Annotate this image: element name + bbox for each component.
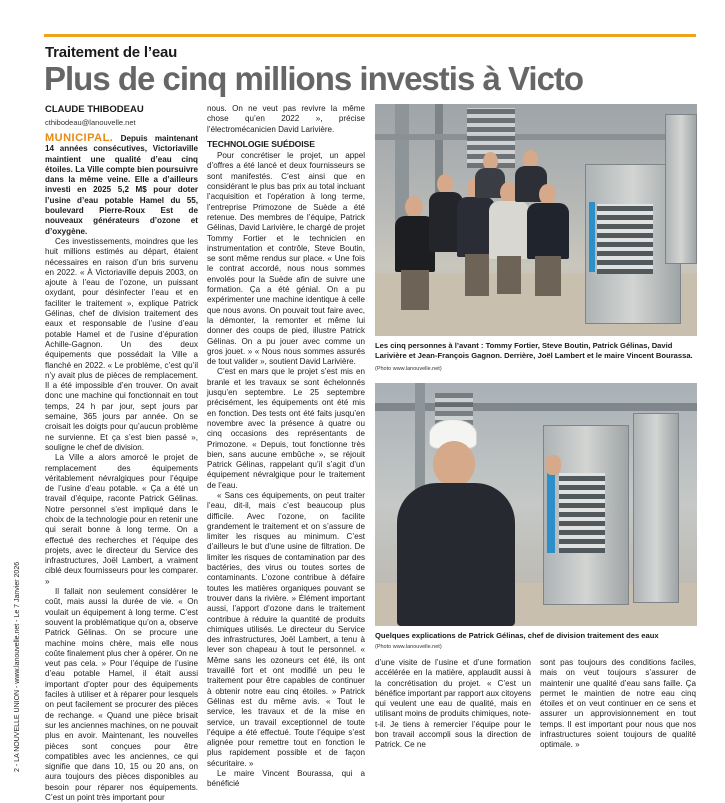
equipment-cabinet	[633, 413, 679, 603]
person-head	[433, 441, 475, 487]
person-head	[539, 184, 556, 205]
body-paragraph: d’une visite de l’usine et d’une formation accélérée en la matière, applaudit aussi à la concrétisation du projet. « C’est un bénéfice important par rapport aux citoyens qui veulent une eau de qualité, mais en utilisant moins de produits chimiques, note-t-il. Je tiens à remercier l’équipe pour le bon travail accompli sous la direction de Patrick. Ce ne	[375, 658, 531, 750]
author-byline: CLAUDE THIBODEAU	[45, 104, 144, 115]
body-paragraph: C’est en mars que le projet s’est mis en branle et les travaux se sont échelonnés jusqu’en septembre. Le 25 septembre précisément, les équipements ont été mis en fonction. Des tests ont été faits jusqu’en novembre avec la présence à quatre ou cinq occasions des représentants de Primozone. « Depuis, tout fonctionne très bien, sans aucune embûche », se réjouit Patrick Gélinas, rappelant qu’il s’agit d’un équipement névralgique pour le traitement de l’eau.	[207, 367, 365, 490]
generator-panel	[597, 204, 653, 274]
page-folio-vertical: 2 - LA NOUVELLE UNION - www.lanouvelle.net - Le 7 Janvier 2026	[14, 561, 21, 772]
body-paragraph: Ces investissements, moindres que les huit millions estimés au départ, étaient nécessaires en raison d’un bris survenu en 2022. « À Victoriaville depuis 2003, on ajoute à l’eau de l’ozone, un puissant oxydant, pour désinfecter l’eau et en faciliter le traitement », explique Patrick Gélinas, chef de division traitement des eaux et responsable de l’usine d’eau potable Hamel et de l’usine d’épuration Achille-Gagnon. Un des deux équipements que possédait la Ville a flanché en 2022. « Le problème, c’est qu’il n’y avait plus de pièces de remplacement. Il a été impossible d’en trouver. On avait donc une machine qui fonctionnait en tout temps, 24 h par jour, sept jours par semaine, 365 jours par année. On se croisait les doigts pour qu’aucun problème ne survienne. Et ça s’est bien passé », souligne le chef de division.	[45, 236, 198, 452]
article-column-1	[45, 132, 199, 802]
person-body	[397, 483, 515, 626]
photo-caption: Les cinq personnes à l’avant : Tommy Fortier, Steve Boutin, Patrick Gélinas, David Larivière et Jean-François Gagnon. Derrière, Joël Lambert et le maire Vincent Bourassa.	[375, 341, 693, 360]
author-email[interactable]: cthibodeau@lanouvelle.net	[45, 118, 136, 127]
article-column-4	[540, 658, 696, 772]
article-column-2	[207, 104, 365, 789]
person-body	[527, 203, 569, 259]
person-legs	[535, 256, 561, 296]
section-kicker: Traitement de l’eau	[45, 44, 178, 61]
article-headline: Plus de cinq millions investis à Victo	[44, 60, 584, 97]
body-paragraph: Il fallait non seulement considérer le coût, mais aussi la durée de vie. « On voulait un équipement à long terme. C’est souvent la problématique qu’on a, observe Patrick Gélinas. On se procure une machine moins chère, mais elle nous coûte finalement plus cher à opérer. On ne veut pas cela. » Pour l’équipe de l’usine d’eau potable Hamel, il était aussi important d’opter pour des équipements faciles à utiliser et à réparer pour lesquels on peut facilement se procurer des pièces de rechange. « Quand une pièce brisait sur les anciennes machines, on ne pouvait plus en avoir. Maintenant, les nouvelles pièces sont conçues pour être compatibles avec les anciennes, ce qui signifie que dans 10, 15 ou 20 ans, on aura toujours des pièces disponibles au besoin pour réparer nos équipements. C’est un point très important pour	[45, 587, 198, 802]
explanation-photo	[375, 383, 697, 626]
subheading: TECHNOLOGIE SUÉDOISE	[207, 138, 315, 149]
body-paragraph: Le maire Vincent Bourassa, qui a bénéficié	[207, 769, 365, 789]
lead-text: Depuis maintenant 14 années consécutives, Victoriaville maintient une qualité d’eau cinq étoiles. La Ville compte bien poursuivre dans la même veine. Elle a d’ailleurs investi en 2025 5,2 M$ pour doter l’usine d’eau potable Hamel du 55, boulevard Pierre-Roux Est de nouveaux générateurs d’ozone et d’oxygène.	[45, 134, 199, 236]
equipment-cabinet	[665, 114, 697, 264]
primozone-label	[589, 202, 595, 272]
body-paragraph: Pour concrétiser le projet, un appel d’offres a été lancé et deux fournisseurs se sont manifestés. C’est ainsi que en considérant le plus bas prix au total incluant l’acquisition et l’opération à long terme, l’entreprise Primozone de Suède a été retenue. Des membres de l’équipe, Patrick Gélinas, David Larivière, le chargé de projet Tommy Fortier et le technicien en instrumentation et contrôle, Steve Boutin, se sont même rendus sur place. « Une fois le contrat accordé, nous nous sommes envolés pour la Suède afin de suivre une formation. Ça a été génial. On a pu expérimenter une machine identique à celle que nous avons. On pouvait tout faire avec, la démonter, la remonter et même lui donner des coups de pied, illustre Patrick Gélinas. On a pu jouer avec comme un gros jouet. » « Nous nous sommes assurés de tout valider », soutient David Larivière.	[207, 151, 365, 367]
person-head	[405, 196, 423, 218]
section-label: MUNICIPAL.	[45, 132, 114, 144]
pointing-hand	[545, 455, 561, 475]
photo-credit: (Photo www.lanouvelle.net)	[375, 366, 442, 372]
person-legs	[465, 254, 489, 296]
pipe-shape	[375, 134, 697, 140]
body-paragraph: La Ville a alors amorcé le projet de remplacement des équipements véritablement névralgiques pour l’équipe de l’usine d’eau potable. « Ça a été un travail d’équipe, raconte Patrick Gélinas. Notre personnel s’est impliqué dans le choix de la technologie pour en retenir une qui serait bonne à long terme. On a effectué des recherches et l’équipe des projets, avec le directeur du Service des infrastructures, Joël Lambert, a vraiment ciblé deux fournisseurs pour les comparer. »	[45, 453, 198, 586]
body-paragraph: nous. On ne veut pas revivre la même chose qu’en 2022 », précise l’électromécanicien David Larivière.	[207, 104, 365, 134]
pipe-shape	[415, 383, 425, 493]
person-body	[489, 201, 529, 259]
person-legs	[497, 256, 521, 294]
person-head	[437, 174, 453, 194]
top-accent-rule	[44, 34, 696, 37]
generator-panel	[559, 473, 605, 553]
lead-paragraph	[45, 133, 198, 237]
body-paragraph: sont pas toujours des conditions faciles, mais on veut toujours s’assurer de maintenir une qualité d’eau sans faille. Ça permet le maintien de notre eau cinq étoiles et on veut continuer en ce sens et assurer un approvisionnement en tout temps. Il est important pour nous que nos infrastructures soient toujours de qualité optimale. »	[540, 658, 696, 750]
primozone-label	[547, 463, 555, 553]
person-legs	[401, 270, 429, 310]
photo-credit: (Photo www.lanouvelle.net)	[375, 644, 442, 650]
body-paragraph: « Sans ces équipements, on peut traiter l’eau, dit-il, mais c’est beaucoup plus difficile. Avec l’ozone, on facilite grandement le traitement et on s’assure de limiter les risques au minimum. C’est d’ailleurs le but d’une usine de filtration. De limiter les risques de contamination par des bactéries, des virus ou toutes sortes de contaminants. L’ozone contribue à défaire toutes les matières organiques pouvant se trouver dans la rivière. » Élément important aussi, l’apport d’ozone dans le traitement contribue à réduire la quantité de produits chimiques utilisés. Le directeur du Service des infrastructures, Joël Lambert, a tenu à lever son chapeau à tout le personnel. « Même sans les ozoneurs cet été, ils ont travaillé fort et ont modifié un peu le traitement pour être capables de continuer à obtenir notre eau cinq étoiles. » Patrick Gélinas est du même avis. « Tout le service, les travaux et de la mise en service, un travail exceptionnel de toute l’équipe a été effectué. Toute l’équipe s’est alignée pour remettre tout en fonction le plus rapidement possible et de façon sécuritaire. »	[207, 490, 365, 768]
photo-caption: Quelques explications de Patrick Gélinas, chef de division traitement des eaux	[375, 631, 659, 640]
group-photo	[375, 104, 697, 336]
article-column-3	[375, 658, 531, 772]
